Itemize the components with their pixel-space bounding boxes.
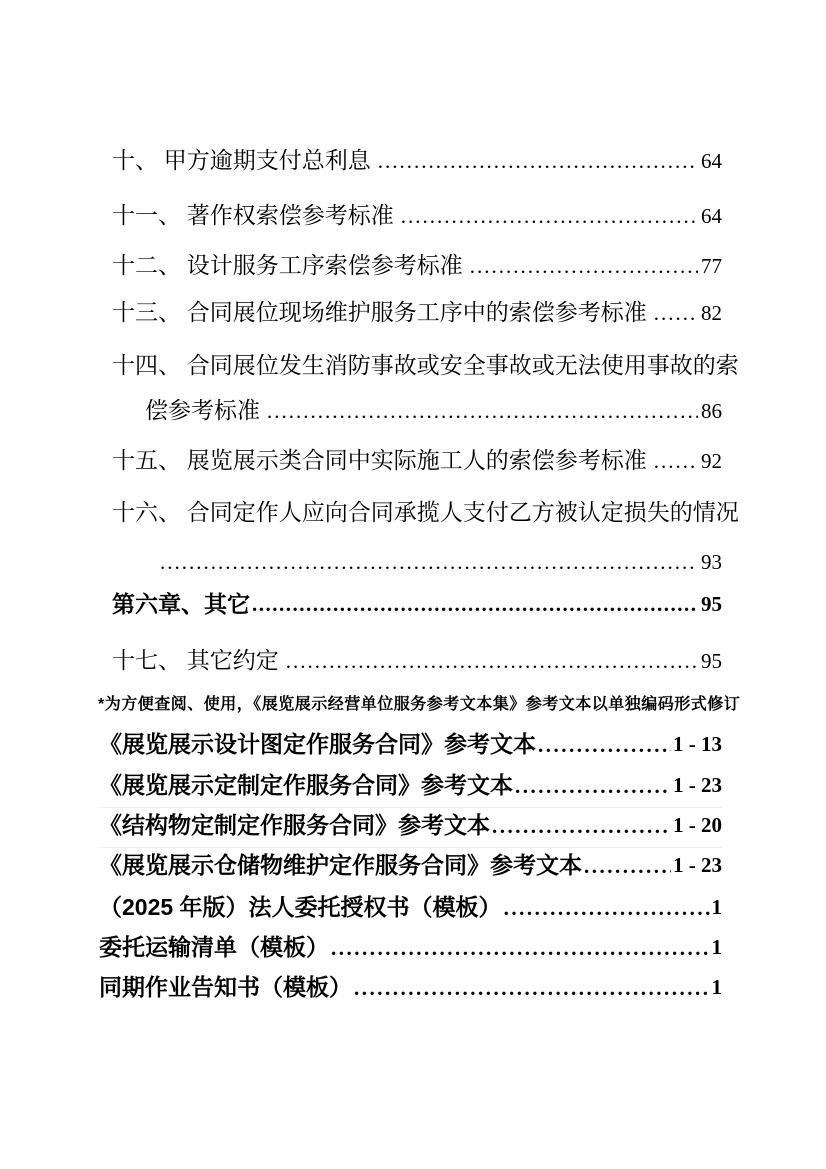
toc-entry[interactable] <box>112 251 722 281</box>
toc-page-number: 86 <box>701 399 722 423</box>
footnote: *为方便查阅、使用，《展览展示经营单位服务参考文本集》参考文本以单独编码形式修订 <box>98 696 741 713</box>
toc-entry[interactable] <box>112 446 722 476</box>
appendix-entry-label: 《展览展示定制定作服务合同》参考文本 <box>99 772 513 798</box>
leader-dots <box>654 446 698 476</box>
leader-dots <box>654 298 698 328</box>
toc-page-number: 77 <box>701 254 722 278</box>
toc-entry[interactable] <box>112 646 722 676</box>
toc-entry[interactable] <box>112 298 722 328</box>
toc-page-number: 64 <box>701 149 722 173</box>
toc-page-number: 95 <box>701 649 722 673</box>
toc-entry[interactable] <box>112 498 739 528</box>
toc-entry-label: 十五、 展览展示类合同中实际施工人的索偿参考标准 <box>112 448 647 473</box>
toc-entry-label: 十六、 合同定作人应向合同承揽人支付乙方被认定损失的情况 <box>112 500 739 525</box>
appendix-entry[interactable] <box>99 971 722 1003</box>
leader-dots <box>267 396 698 426</box>
toc-page-number: 82 <box>701 301 722 325</box>
appendix-page-number: 1 <box>711 935 722 959</box>
leader-dots <box>378 146 698 176</box>
toc-entry[interactable] <box>112 201 722 231</box>
appendix-page-number: 1 - 20 <box>673 813 722 837</box>
appendix-entry[interactable] <box>99 728 722 760</box>
toc-entry-label: 偿参考标准 <box>145 398 260 423</box>
leader-dots <box>286 646 698 676</box>
divider-line <box>99 847 722 848</box>
leader-dots <box>470 251 698 281</box>
divider-line <box>99 807 722 808</box>
leader-dots <box>331 931 710 963</box>
toc-entry-label: 十三、 合同展位现场维护服务工序中的索偿参考标准 <box>112 300 647 325</box>
leader-dots <box>354 971 710 1003</box>
appendix-entry-label: 委托运输清单（模板） <box>99 934 329 960</box>
leader-dots <box>515 769 671 801</box>
leader-dots <box>538 728 671 760</box>
toc-chapter-entry[interactable] <box>112 589 722 619</box>
toc-entry-continuation[interactable] <box>160 547 722 577</box>
toc-entry-continuation[interactable] <box>145 396 722 426</box>
appendix-page-number: 1 <box>711 895 722 919</box>
toc-entry-label: 十四、 合同展位发生消防事故或安全事故或无法使用事故的索 <box>112 353 739 378</box>
appendix-entry-label: （2025 年版）法人委托授权书（模板） <box>99 894 502 920</box>
appendix-entry[interactable] <box>99 769 722 801</box>
toc-page-number: 64 <box>701 204 722 228</box>
appendix-entry[interactable] <box>99 891 722 923</box>
leader-dots <box>160 547 698 577</box>
toc-entry-label: 十、 甲方逾期支付总利息 <box>112 148 371 173</box>
appendix-page-number: 1 <box>711 975 722 999</box>
toc-entry[interactable] <box>112 351 739 381</box>
leader-dots <box>252 589 698 619</box>
toc-entry-label: 十一、 著作权索偿参考标准 <box>112 203 394 228</box>
appendix-entry[interactable] <box>99 849 722 881</box>
appendix-page-number: 1 - 23 <box>673 773 722 797</box>
leader-dots <box>504 891 710 923</box>
appendix-entry-label: 《展览展示仓储物维护定作服务合同》参考文本 <box>99 852 582 878</box>
toc-page-number: 93 <box>701 550 722 574</box>
toc-entry-label: 十七、 其它约定 <box>112 648 279 673</box>
leader-dots <box>492 809 671 841</box>
appendix-entry[interactable] <box>99 931 722 963</box>
appendix-page-number: 1 - 23 <box>673 853 722 877</box>
appendix-entry-label: 《展览展示设计图定作服务合同》参考文本 <box>99 731 536 757</box>
appendix-entry-label: 《结构物定制定作服务合同》参考文本 <box>99 812 490 838</box>
leader-dots <box>584 849 671 881</box>
toc-chapter-label: 第六章、其它 <box>112 591 250 617</box>
toc-entry[interactable] <box>112 146 722 176</box>
leader-dots <box>401 201 698 231</box>
appendix-entry-label: 同期作业告知书（模板） <box>99 974 352 1000</box>
toc-page-number: 95 <box>701 592 722 616</box>
toc-entry-label: 十二、 设计服务工序索偿参考标准 <box>112 253 463 278</box>
appendix-page-number: 1 - 13 <box>673 732 722 756</box>
toc-page-number: 92 <box>701 449 722 473</box>
appendix-entry[interactable] <box>99 809 722 841</box>
